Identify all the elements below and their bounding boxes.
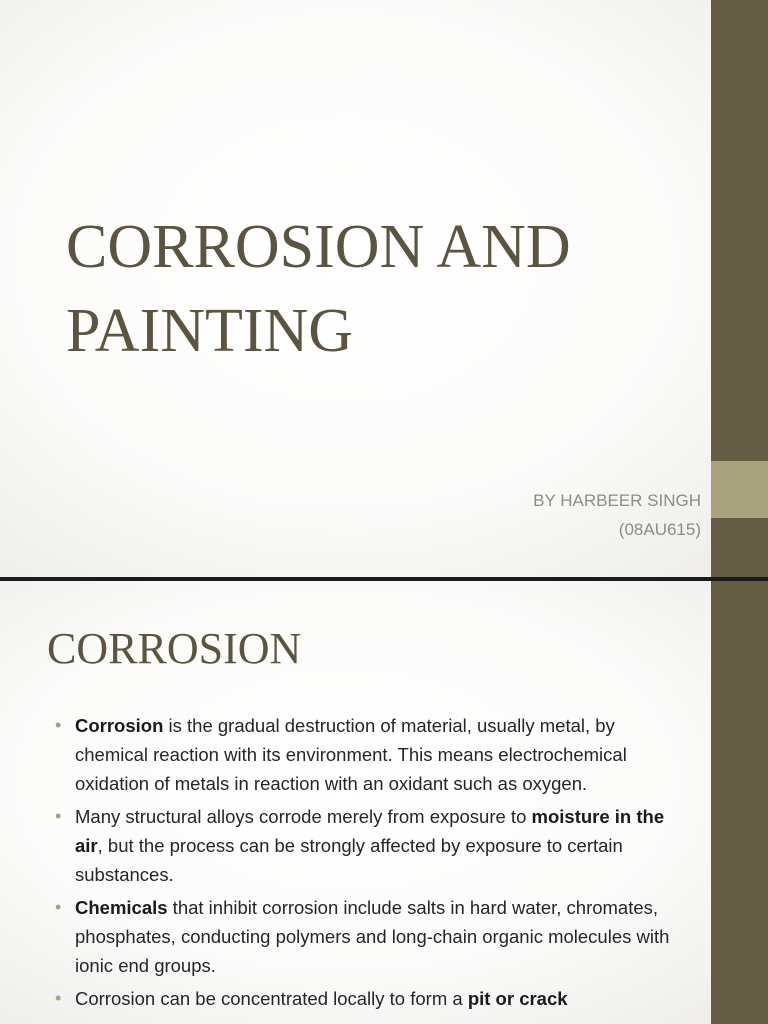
- bullet-item: [53, 984, 673, 1013]
- bullet-bold: pit or crack: [467, 988, 568, 1009]
- bullet-icon: •: [55, 715, 62, 735]
- bullet-bold: moisture in the air: [75, 806, 665, 856]
- author-name: BY HARBEER SINGH: [533, 491, 701, 510]
- bullet-text: that inhibit corrosion include salts in hard water, chromates, phosphates, conducting polymers and long-chain organic molecules with ionic end groups.: [75, 897, 670, 976]
- bullet-icon: •: [55, 806, 62, 826]
- bullet-text: , but the process can be strongly affected by exposure to certain substances.: [75, 835, 623, 885]
- title-line-2: PAINTING: [66, 297, 354, 365]
- bullet-text: is the gradual destruction of material, usually metal, by chemical reaction with its environment. This means electrochemical oxidation of metals in reaction with an oxidant such as oxygen.: [75, 715, 627, 794]
- bullet-item: [53, 711, 673, 798]
- title-line-1: CORROSION AND: [66, 213, 571, 281]
- side-bar-accent: [711, 461, 768, 518]
- subtitle: [533, 486, 701, 544]
- bullet-text-pre: Many structural alloys corrode merely from exposure to: [75, 806, 532, 827]
- presentation-title: [66, 205, 686, 373]
- bullet-list: [53, 711, 673, 1017]
- bullet-icon: •: [55, 897, 62, 917]
- side-bar: [711, 581, 768, 1024]
- roll-number: (08AU615): [618, 520, 701, 539]
- bullet-text-pre: Corrosion can be concentrated locally to form a: [75, 988, 468, 1009]
- bullet-item: [53, 893, 673, 980]
- content-slide: [0, 581, 768, 1024]
- bullet-bold: Corrosion: [75, 715, 164, 736]
- bullet-icon: •: [55, 988, 62, 1008]
- slide-title: CORROSION: [47, 624, 302, 673]
- bullet-bold: Chemicals: [75, 897, 168, 918]
- bullet-item: [53, 802, 673, 889]
